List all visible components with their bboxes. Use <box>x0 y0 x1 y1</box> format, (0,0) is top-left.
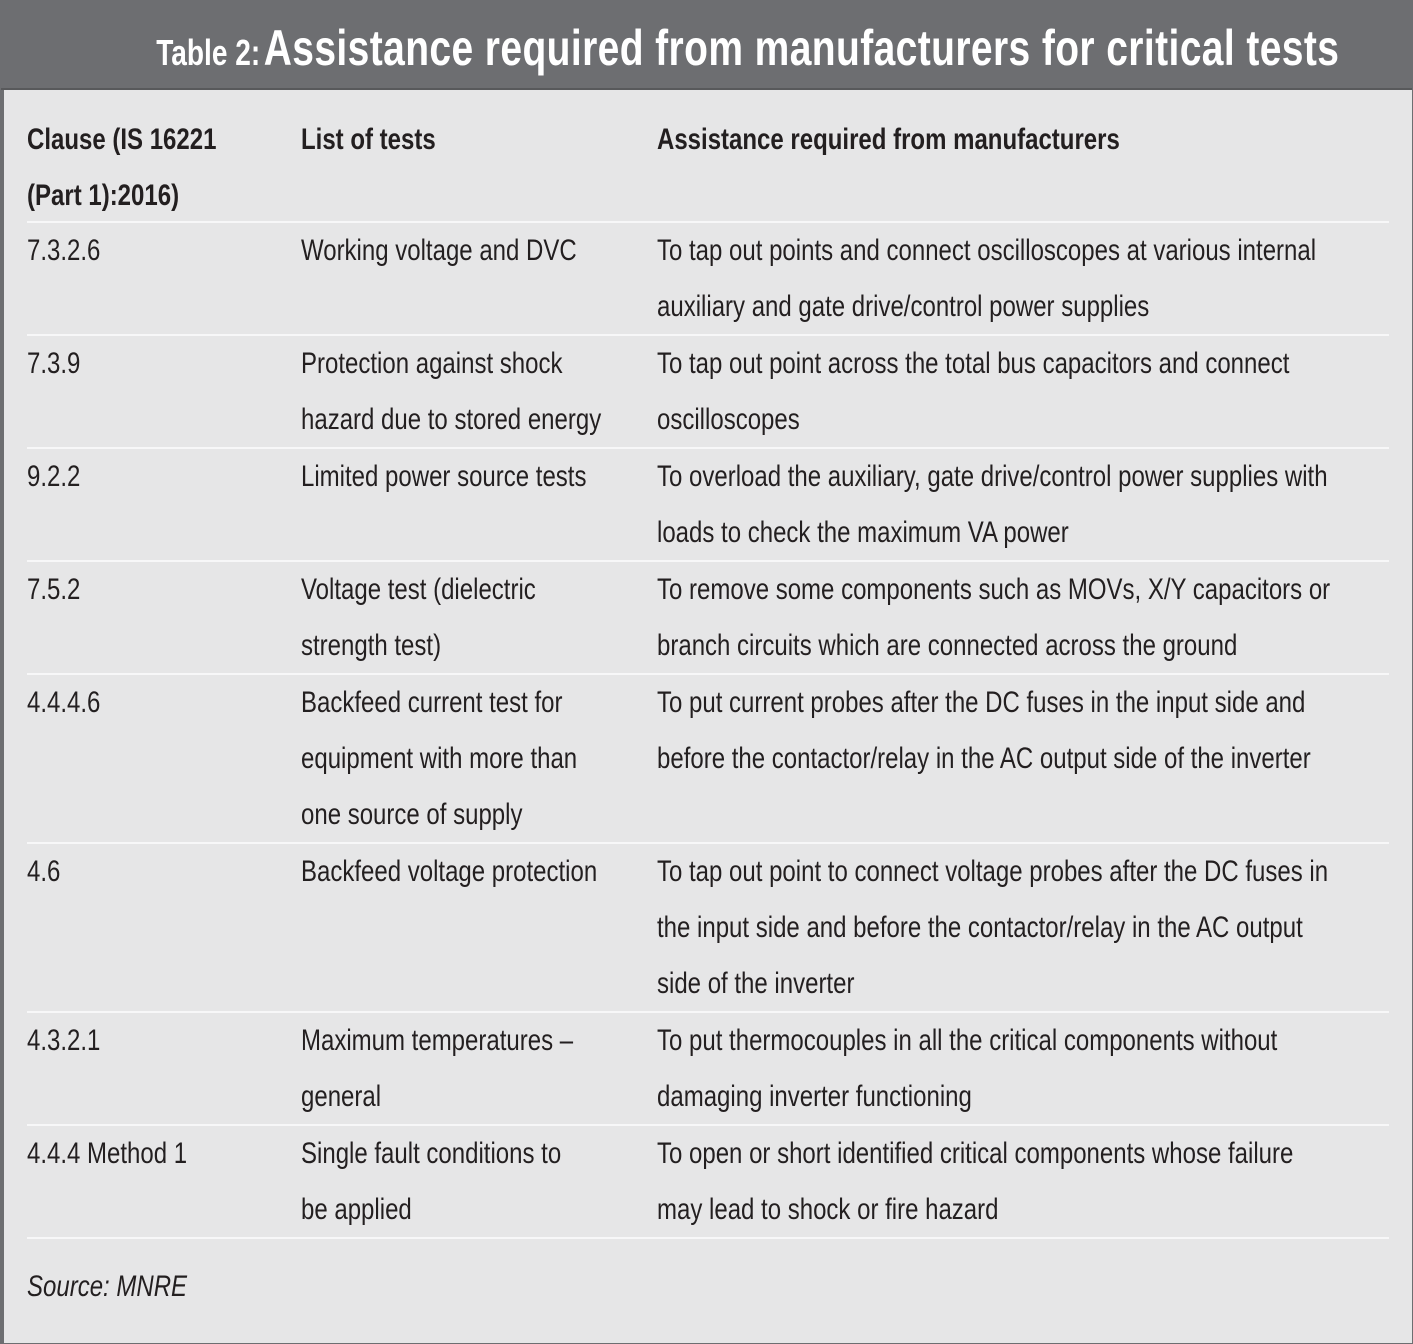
cell-clause-line: 7.5.2 <box>27 573 81 606</box>
cell-assistance-line: To tap out point across the total bus capacitors and connect <box>657 347 1290 380</box>
cell-test <box>301 336 676 448</box>
cell-test-line: Limited power source tests <box>301 460 587 493</box>
table-row <box>27 1013 1389 1126</box>
cell-clause <box>27 1013 119 1069</box>
cell-test-line: Protection against shock <box>301 347 563 380</box>
cell-clause-line: 4.3.2.1 <box>27 1024 101 1057</box>
cell-assistance <box>657 1126 1413 1238</box>
cell-test <box>301 449 658 505</box>
cell-assistance <box>657 844 1413 1012</box>
cell-test <box>301 223 646 279</box>
cell-assistance-line: To tap out point to connect voltage probes after the DC fuses in <box>657 855 1329 888</box>
header-clause-line-1: Clause (IS 16221 <box>27 123 217 156</box>
cell-test-line: one source of supply <box>301 798 523 831</box>
header-assistance <box>657 112 1236 168</box>
table-row <box>27 675 1389 844</box>
cell-assistance-line: may lead to shock or fire hazard <box>657 1193 999 1226</box>
cell-test-line: Single fault conditions to <box>301 1137 562 1170</box>
cell-assistance-line: To overload the auxiliary, gate drive/control power supplies with <box>657 460 1328 493</box>
cell-test <box>301 1013 641 1125</box>
cell-test-line: Working voltage and DVC <box>301 234 577 267</box>
table-row <box>27 844 1389 1013</box>
cell-assistance-line: To remove some components such as MOVs, X/Y capacitors or <box>657 573 1331 606</box>
cell-clause <box>27 336 94 392</box>
cell-assistance <box>657 562 1413 674</box>
cell-test-line: Voltage test (dielectric <box>301 573 536 606</box>
header-clause <box>27 112 264 224</box>
data-table <box>27 112 1389 1239</box>
cell-clause <box>27 223 119 279</box>
cell-assistance <box>657 675 1413 787</box>
header-tests-line-1: List of tests <box>301 123 436 156</box>
cell-clause-line: 4.6 <box>27 855 61 888</box>
cell-assistance-line: oscilloscopes <box>657 403 800 436</box>
title-bar <box>1 1 1412 90</box>
cell-test <box>301 675 646 843</box>
cell-test-line: general <box>301 1080 382 1113</box>
table-header-row <box>27 112 1389 223</box>
table-row <box>27 449 1389 562</box>
cell-clause-line: 7.3.9 <box>27 347 81 380</box>
cell-clause-line: 7.3.2.6 <box>27 234 101 267</box>
cell-assistance <box>657 336 1413 448</box>
source-note: Source: MNRE <box>27 1270 188 1303</box>
cell-test <box>301 1126 626 1238</box>
cell-assistance <box>657 223 1413 335</box>
left-border <box>1 90 4 1344</box>
cell-test-line: Maximum temperatures – <box>301 1024 574 1057</box>
header-list-of-tests <box>301 112 469 168</box>
table-title-main: Assistance required from manufacturers for critical tests <box>263 20 1340 76</box>
cell-clause-line: 4.4.4.6 <box>27 686 101 719</box>
cell-assistance-line: To put thermocouples in all the critical components without <box>657 1024 1278 1057</box>
cell-assistance-line: To tap out points and connect oscilloscopes at various internal <box>657 234 1317 267</box>
cell-assistance-line: branch circuits which are connected across the ground <box>657 629 1238 662</box>
cell-clause <box>27 844 69 900</box>
cell-test-line: strength test) <box>301 629 442 662</box>
cell-clause-line: 9.2.2 <box>27 460 81 493</box>
cell-test <box>301 844 671 900</box>
header-clause-line-2: (Part 1):2016) <box>27 179 180 212</box>
cell-assistance-line: auxiliary and gate drive/control power supplies <box>657 290 1150 323</box>
cell-assistance <box>657 1013 1413 1125</box>
cell-test <box>301 562 594 674</box>
cell-clause <box>27 562 94 618</box>
cell-assistance-line: before the contactor/relay in the AC output side of the inverter <box>657 742 1311 775</box>
cell-test-line: equipment with more than <box>301 742 578 775</box>
cell-clause-line: 4.4.4 Method 1 <box>27 1137 188 1170</box>
header-assistance-line-1: Assistance required from manufacturers <box>657 123 1120 156</box>
cell-test-line: hazard due to stored energy <box>301 403 602 436</box>
cell-clause <box>27 449 94 505</box>
table-title <box>156 19 1340 77</box>
cell-assistance-line: damaging inverter functioning <box>657 1080 972 1113</box>
cell-test-line: Backfeed current test for <box>301 686 563 719</box>
table-title-prefix: Table 2: <box>156 32 261 73</box>
table-row <box>27 562 1389 675</box>
cell-test-line: Backfeed voltage protection <box>301 855 598 888</box>
table-row <box>27 336 1389 449</box>
cell-assistance <box>657 449 1413 561</box>
cell-clause <box>27 1126 227 1182</box>
cell-assistance-line: To open or short identified critical components whose failure <box>657 1137 1294 1170</box>
table-row <box>27 1126 1389 1239</box>
cell-assistance-line: loads to check the maximum VA power <box>657 516 1069 549</box>
table-row <box>27 223 1389 336</box>
cell-clause <box>27 675 119 731</box>
cell-assistance-line: the input side and before the contactor/relay in the AC output <box>657 911 1303 944</box>
cell-assistance-line: side of the inverter <box>657 967 855 1000</box>
cell-test-line: be applied <box>301 1193 412 1226</box>
cell-assistance-line: To put current probes after the DC fuses in the input side and <box>657 686 1306 719</box>
